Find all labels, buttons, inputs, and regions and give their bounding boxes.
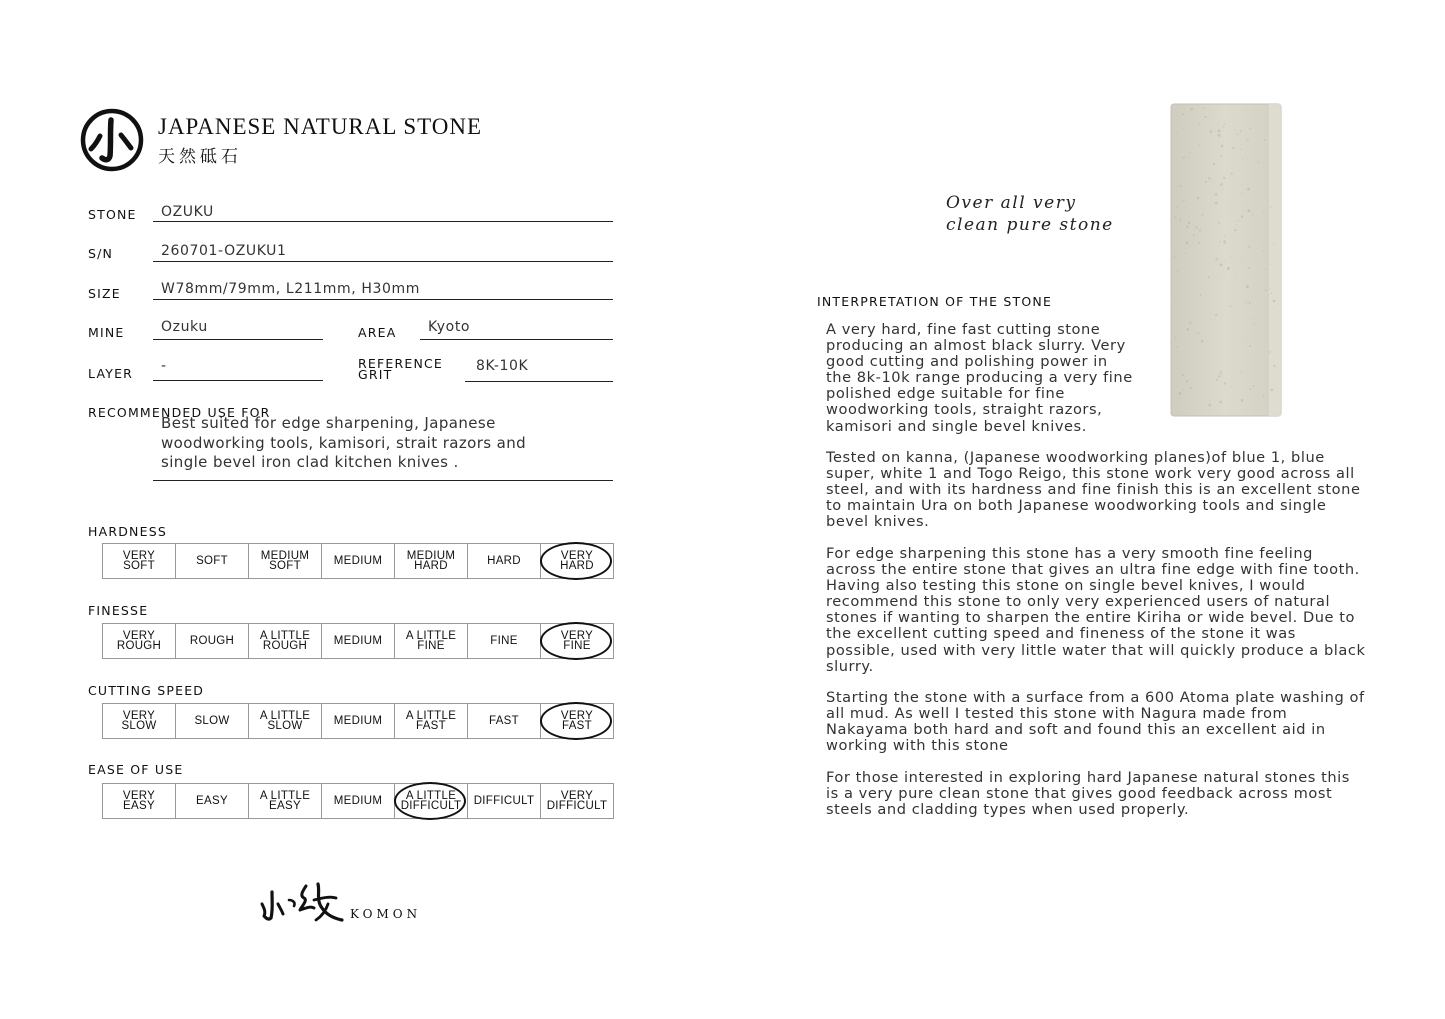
brand-title: JAPANESE NATURAL STONE bbox=[158, 114, 483, 139]
scale-option-line: VERY bbox=[122, 789, 156, 802]
scale-option-line: A LITTLE bbox=[259, 789, 311, 802]
scale-option bbox=[541, 784, 614, 819]
scale-option-line: HARD bbox=[560, 560, 594, 572]
scale-option-line: VERY bbox=[560, 629, 594, 642]
scale-option bbox=[176, 784, 249, 819]
scale-option-line: MEDIUM bbox=[260, 549, 310, 562]
scale-option-line: SLOW bbox=[121, 720, 157, 732]
brand-subtitle: 天然砥石 bbox=[158, 147, 242, 167]
scale-option-line: EASY bbox=[123, 800, 155, 812]
scale-option bbox=[322, 784, 395, 819]
footer-brand: KOMON bbox=[350, 907, 422, 921]
scale-option-line: VERY bbox=[122, 629, 156, 642]
area-value: Kyoto bbox=[428, 319, 471, 335]
scale-option bbox=[468, 784, 541, 819]
scale-option-line: A LITTLE bbox=[259, 629, 311, 642]
scale-option bbox=[541, 704, 614, 739]
finesse-title: FINESSE bbox=[88, 603, 149, 618]
scale-option-line: A LITTLE bbox=[405, 709, 457, 722]
scale-option-line: ROUGH bbox=[262, 640, 308, 652]
cutting-speed-scale bbox=[102, 703, 614, 739]
area-label: AREA bbox=[358, 325, 397, 340]
scale-option bbox=[249, 784, 322, 819]
scale-option-line: EASY bbox=[269, 800, 301, 812]
stone-underline bbox=[153, 221, 613, 222]
scale-option bbox=[103, 784, 176, 819]
scale-option bbox=[249, 704, 322, 739]
scale-option bbox=[249, 624, 322, 659]
size-value: W78mm/79mm, L211mm, H30mm bbox=[161, 281, 420, 297]
mine-underline bbox=[153, 339, 323, 340]
scale-option-line: SLOW bbox=[194, 714, 230, 727]
size-underline bbox=[153, 299, 613, 300]
interpretation-paragraph: For those interested in exploring hard Japanese natural stones this is a very pure clean stone that gives good feedback across most steels and cladding types when used properly. bbox=[826, 769, 1350, 819]
layer-underline bbox=[153, 380, 323, 381]
sn-label: S/N bbox=[88, 246, 114, 261]
ease-of-use-scale bbox=[102, 783, 614, 819]
scale-option-line: FAST bbox=[416, 720, 446, 732]
scale-option-line: SOFT bbox=[269, 560, 301, 572]
scale-option bbox=[395, 784, 468, 819]
size-label: SIZE bbox=[88, 286, 121, 301]
scale-option-line: A LITTLE bbox=[259, 709, 311, 722]
interpretation-paragraph: For edge sharpening this stone has a very smooth fine feeling across the entire stone that gives an ultra fine edge with fine tooth. Having also testing this stone on single bevel knives, I would recommend this stone to only very experienced users of natural stones if wanting to sharpen the entire Kiriha or wide bevel. Due to the excellent cutting speed and fineness of the stone it was possible, used with very little water that will quickly produce a black slurry. bbox=[826, 545, 1366, 675]
scale-option bbox=[103, 704, 176, 739]
scale-option-line: SOFT bbox=[196, 554, 228, 567]
scale-option-line: VERY bbox=[560, 709, 594, 722]
scale-option-line: FAST bbox=[489, 714, 519, 727]
scale-option-line: SOFT bbox=[123, 560, 155, 572]
interpretation-paragraph: Tested on kanna, (Japanese woodworking planes)of blue 1, blue super, white 1 and Togo Reigo, this stone work very good across all steel, and with its hardness and fine finish this is an excellent stone to maintain Ura on both Japanese woodworking tools and single bevel knives. bbox=[826, 449, 1361, 531]
scale-option-line: MEDIUM bbox=[333, 794, 383, 807]
scale-option-line: VERY bbox=[122, 709, 156, 722]
scale-option-line: FAST bbox=[562, 720, 592, 732]
scale-option bbox=[103, 624, 176, 659]
scale-option bbox=[395, 624, 468, 659]
recommended-label: RECOMMENDED USE FOR bbox=[88, 405, 271, 420]
cutting-speed-title: CUTTING SPEED bbox=[88, 683, 205, 698]
sn-value: 260701-OZUKU1 bbox=[161, 243, 287, 259]
scale-option-line: SLOW bbox=[267, 720, 303, 732]
scale-option bbox=[322, 704, 395, 739]
grit-label-line2: GRIT bbox=[358, 367, 393, 382]
scale-option-line: FINE bbox=[417, 640, 445, 652]
hardness-scale bbox=[102, 543, 614, 579]
scale-option-line: DIFFICULT bbox=[473, 794, 535, 807]
scale-option bbox=[176, 704, 249, 739]
handwritten-note: Over all very clean pure stone bbox=[946, 193, 1114, 235]
scale-option bbox=[468, 544, 541, 579]
scale-option bbox=[395, 704, 468, 739]
scale-option-line: EASY bbox=[196, 794, 228, 807]
recommended-text: Best suited for edge sharpening, Japanese woodworking tools, kamisori, strait razors and single bevel iron clad kitchen knives . bbox=[161, 414, 527, 471]
recommended-underline bbox=[153, 480, 613, 481]
scale-option-line: VERY bbox=[560, 789, 594, 802]
scale-option-line: HARD bbox=[414, 560, 448, 572]
scale-option-line: FINE bbox=[563, 640, 591, 652]
scale-option bbox=[541, 544, 614, 579]
stone-value: OZUKU bbox=[161, 204, 214, 220]
scale-option-line: VERY bbox=[122, 549, 156, 562]
scale-option-line: MEDIUM bbox=[333, 554, 383, 567]
interpretation-paragraph: A very hard, fine fast cutting stone producing an almost black slurry. Very good cutting and polishing power in the 8k-10k range producing a very fine polished edge suitable for fine woodworking tools, straight razors, kamisori and single bevel knives. bbox=[826, 321, 1133, 435]
scale-option bbox=[103, 544, 176, 579]
hardness-title: HARDNESS bbox=[88, 524, 167, 539]
scale-option bbox=[176, 544, 249, 579]
interpretation-paragraph: Starting the stone with a surface from a 600 Atoma plate washing of all mud. As well I tested this stone with Nagura made from Nakayama both hard and soft and found this an excellent aid in working with this stone bbox=[826, 689, 1365, 755]
brand-logo-icon bbox=[80, 108, 144, 172]
scale-option bbox=[468, 624, 541, 659]
scale-option-line: HARD bbox=[487, 554, 521, 567]
scale-option-line: DIFFICULT bbox=[546, 800, 608, 812]
interpretation-title: INTERPRETATION OF THE STONE bbox=[817, 294, 1053, 309]
scale-option-line: MEDIUM bbox=[333, 634, 383, 647]
scale-option bbox=[468, 704, 541, 739]
mine-label: MINE bbox=[88, 325, 125, 340]
layer-value: - bbox=[161, 358, 167, 374]
stone-photo bbox=[1169, 102, 1283, 418]
layer-label: LAYER bbox=[88, 366, 134, 381]
scale-option bbox=[249, 544, 322, 579]
scale-option bbox=[176, 624, 249, 659]
scale-option-line: MEDIUM bbox=[406, 549, 456, 562]
scale-option bbox=[541, 624, 614, 659]
scale-option-line: VERY bbox=[560, 549, 594, 562]
grit-label-line1: REFERENCE bbox=[358, 356, 444, 371]
area-underline bbox=[420, 339, 613, 340]
ease-of-use-title: EASE OF USE bbox=[88, 762, 184, 777]
finesse-scale bbox=[102, 623, 614, 659]
scale-option bbox=[322, 624, 395, 659]
mine-value: Ozuku bbox=[161, 319, 208, 335]
scale-option-line: FINE bbox=[490, 634, 518, 647]
scale-option-line: A LITTLE bbox=[405, 629, 457, 642]
scale-option bbox=[322, 544, 395, 579]
scale-option-line: MEDIUM bbox=[333, 714, 383, 727]
scale-option-line: DIFFICULT bbox=[400, 800, 462, 812]
scale-option bbox=[395, 544, 468, 579]
sn-underline bbox=[153, 261, 613, 262]
scale-option-line: ROUGH bbox=[116, 640, 162, 652]
scale-option-line: A LITTLE bbox=[405, 789, 457, 802]
scale-option-line: ROUGH bbox=[189, 634, 235, 647]
stone-label: STONE bbox=[88, 207, 137, 222]
grit-value: 8K-10K bbox=[476, 358, 529, 374]
grit-underline bbox=[465, 381, 613, 382]
